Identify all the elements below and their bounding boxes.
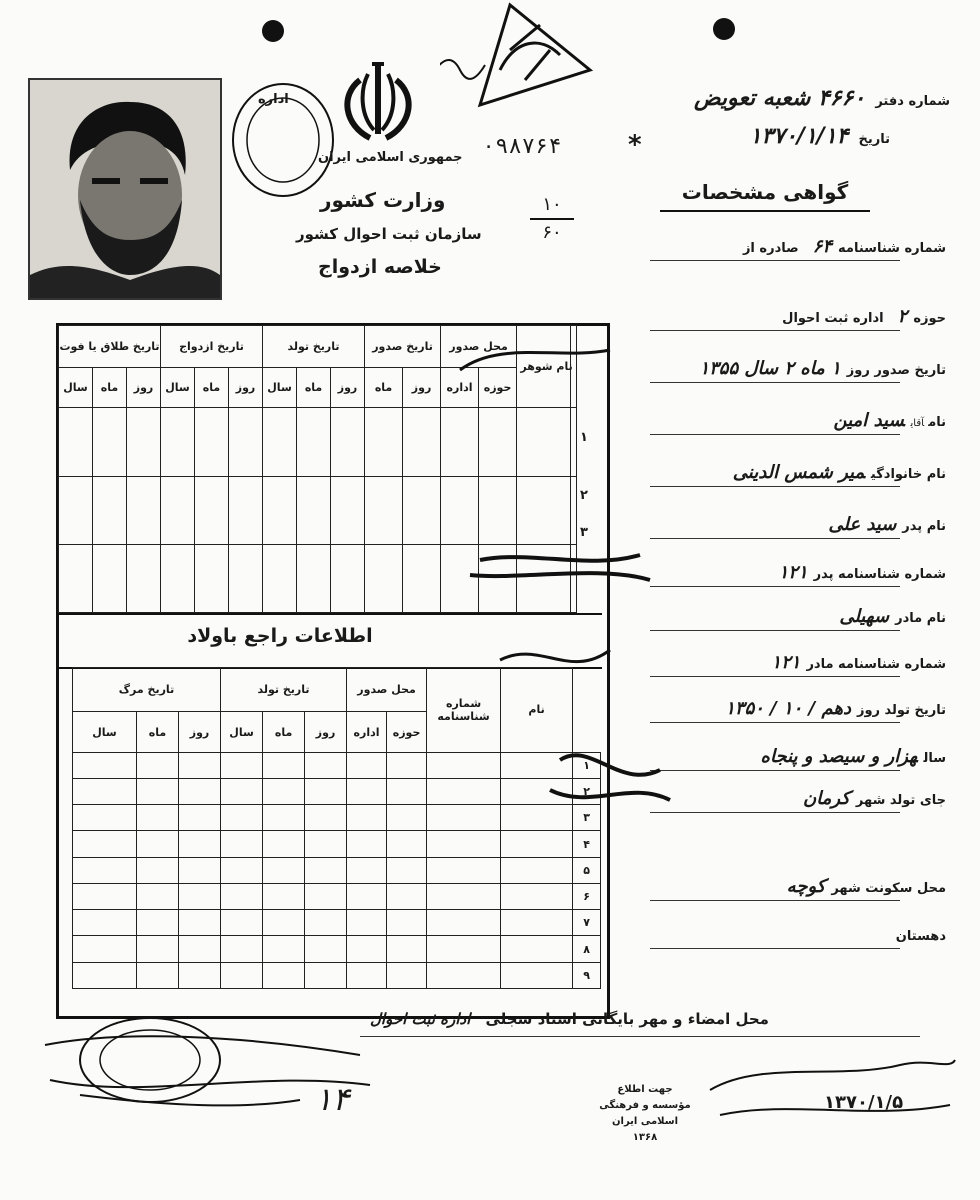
- child-row-number: ۵: [573, 857, 601, 883]
- field-value: ۶۴: [812, 236, 833, 257]
- header-child-name: نام: [501, 668, 573, 753]
- ink-scribbles: [440, 320, 680, 840]
- organization-name: سازمان ثبت احوال کشور: [296, 225, 482, 243]
- sub-district: حوزه: [479, 368, 517, 408]
- field-value: ۱ ماه ۲ سال ۱۳۵۵: [699, 358, 841, 379]
- field-label: تاریخ صدور روز: [846, 363, 946, 378]
- office-stamp-line1: جهت اطلاع: [617, 1084, 673, 1095]
- header-child-id-number: شماره شناسنامه: [427, 668, 501, 753]
- handwritten-right-date: ۱۳۷۰/۱/۵: [824, 1092, 904, 1113]
- sub-day: روز: [127, 368, 161, 408]
- field-label: دهستان: [895, 929, 946, 944]
- field-label: جای تولد شهر: [855, 793, 946, 808]
- field-value: میر شمس الدینی: [732, 462, 865, 483]
- field-suffix: صادره از: [742, 241, 799, 256]
- header-child-death-date: تاریخ مرگ: [73, 668, 221, 712]
- office-number-value: ۴۶۶۰ شعبه تعویض: [693, 86, 866, 111]
- marriage-row-number: ۳: [580, 525, 588, 540]
- asterisk-mark: *: [628, 130, 642, 160]
- certificate-field-row: [771, 652, 946, 673]
- field-underline: [650, 330, 900, 331]
- header-child-birth-date: تاریخ تولد: [221, 668, 347, 712]
- sub-month: ماه: [263, 712, 305, 752]
- handwritten-office: اداره ثبت احوال: [370, 1010, 471, 1028]
- field-value: ۱۲۱: [778, 562, 808, 583]
- field-label: سال: [923, 751, 946, 766]
- certificate-field-row: [782, 306, 946, 327]
- child-row-number: ۳: [573, 805, 601, 831]
- field-prefix: آقای: [910, 418, 925, 429]
- certificate-field-row: [803, 788, 946, 809]
- child-row-number: ۴: [573, 831, 601, 857]
- field-label: تاریخ تولد روز: [856, 703, 946, 718]
- sub-month: ماه: [93, 368, 127, 408]
- field-underline: [650, 260, 900, 261]
- header-divorce-date: تاریخ طلاق یا فوت: [59, 326, 161, 368]
- sub-year: سال: [161, 368, 195, 408]
- office-date-label: تاریخ: [858, 132, 890, 147]
- document-title: خلاصه ازدواج: [318, 256, 442, 278]
- field-value: سید امین: [833, 410, 905, 431]
- fraction-top: ۱۰: [542, 194, 562, 215]
- certificate-field-row: [839, 606, 946, 627]
- field-underline: [650, 812, 900, 813]
- fraction-bottom: ۶۰: [542, 222, 562, 243]
- iran-emblem-icon: [330, 60, 426, 146]
- signature-line-text: محل امضاء و مهر بایگانی اسناد سجلی: [485, 1010, 769, 1028]
- field-underline: [650, 722, 900, 723]
- marriage-row-number: ۱: [580, 430, 588, 445]
- sub-year: سال: [263, 368, 297, 408]
- child-row-number: ۷: [573, 910, 601, 936]
- marriage-row-number: ۲: [580, 488, 588, 503]
- children-section-title: اطلاعات راجع باولاد: [187, 625, 373, 647]
- sub-day: روز: [403, 368, 441, 408]
- certificate-field-row: [890, 924, 946, 945]
- sub-year: سال: [221, 712, 263, 752]
- office-number-row: [694, 86, 950, 111]
- certificate-field-row: [787, 876, 946, 897]
- form-fraction: [530, 194, 574, 244]
- field-value: سهیلی: [839, 606, 890, 627]
- certificate-field-row: [699, 358, 946, 379]
- field-underline: [650, 538, 900, 539]
- field-label: شماره شناسنامه مادر: [806, 657, 946, 672]
- stamp-top-text: اداره: [258, 92, 289, 107]
- punch-hole-left: [262, 20, 284, 42]
- field-underline: [650, 434, 900, 435]
- sub-day: روز: [229, 368, 263, 408]
- field-value: ۲: [897, 306, 908, 327]
- child-row-number: ۹: [573, 962, 601, 988]
- office-date-value: ۱۳۷۰/۱/۱۴: [749, 124, 849, 149]
- field-label: محل سکونت شهر: [831, 881, 946, 896]
- office-stamp-block: [580, 1082, 710, 1146]
- handwritten-number: ۱۴: [315, 1080, 350, 1118]
- field-underline: [650, 900, 900, 901]
- child-row-number: ۱: [573, 752, 601, 778]
- field-underline: [650, 630, 900, 631]
- field-underline: [650, 586, 900, 587]
- child-row-number: ۲: [573, 779, 601, 805]
- field-value: هزار و سیصد و پنجاه: [760, 746, 918, 767]
- field-suffix: اداره ثبت احوال: [782, 311, 884, 326]
- sub-month: ماه: [297, 368, 331, 408]
- portrait-photo: [28, 78, 222, 300]
- field-label: شماره شناسنامه پدر: [813, 567, 946, 582]
- portrait-image: [30, 80, 220, 298]
- sub-district: حوزه: [387, 712, 427, 752]
- header-child-issue-place: محل صدور: [347, 668, 427, 712]
- child-row-number: ۶: [573, 883, 601, 909]
- field-underline: [650, 948, 900, 949]
- certificate-title: گواهی مشخصات: [660, 180, 870, 212]
- office-stamp-line2: مؤسسه و فرهنگی اسلامی ایران: [599, 1100, 691, 1127]
- field-value: سید علی: [828, 514, 897, 535]
- certificate-field-row: [725, 698, 946, 719]
- serial-number: ۰۹۸۷۶۴: [482, 134, 562, 159]
- office-number-label: شماره دفتر: [875, 94, 950, 109]
- field-label: حوزه: [913, 311, 946, 326]
- certificate-field-row: [834, 410, 946, 431]
- office-date-row: [750, 124, 890, 149]
- header-marriage-date: تاریخ ازدواج: [161, 326, 263, 368]
- field-underline: [650, 676, 900, 677]
- sub-month: ماه: [195, 368, 229, 408]
- certificate-field-row: [733, 462, 946, 483]
- header-husband-name: نام شوهر: [517, 326, 577, 408]
- sub-office: اداره: [441, 368, 479, 408]
- field-label: نام: [928, 415, 946, 430]
- field-value: کرمان: [803, 788, 850, 809]
- field-label: شماره شناسنامه: [838, 241, 946, 256]
- certificate-field-row: [743, 236, 946, 257]
- certificate-field-row: [761, 746, 946, 767]
- field-value: دهم / ۱۰ / ۱۳۵۰: [725, 698, 851, 719]
- header-issue-date: تاریخ صدور: [365, 326, 441, 368]
- sub-year: سال: [73, 712, 137, 752]
- ministry-name: وزارت کشور: [320, 188, 446, 212]
- field-label: نام پدر: [902, 519, 946, 534]
- field-underline: [650, 486, 900, 487]
- field-underline: [650, 382, 900, 383]
- sub-office: اداره: [347, 712, 387, 752]
- field-underline: [650, 770, 900, 771]
- sub-year: سال: [59, 368, 93, 408]
- right-signature-scribble: [700, 1030, 960, 1130]
- sub-day: روز: [179, 712, 221, 752]
- field-label: نام مادر: [895, 611, 946, 626]
- header-issue-place: محل صدور: [441, 326, 517, 368]
- country-name: جمهوری اسلامی ایران: [318, 150, 463, 165]
- child-row-number: ۸: [573, 936, 601, 962]
- punch-hole-right: [713, 18, 735, 40]
- certificate-field-row: [828, 514, 946, 535]
- sub-day: روز: [305, 712, 347, 752]
- field-value: ۱۲۱: [771, 652, 801, 673]
- header-birth-date: تاریخ تولد: [263, 326, 365, 368]
- signature-line-label: [370, 1010, 769, 1028]
- field-label: نام خانوادگی: [870, 467, 946, 482]
- field-value: کوچه: [786, 876, 826, 897]
- sub-month: ماه: [365, 368, 403, 408]
- certificate-field-row: [779, 562, 946, 583]
- office-stamp-line3: ۱۳۶۸: [632, 1132, 658, 1143]
- sub-month: ماه: [137, 712, 179, 752]
- sub-day: روز: [331, 368, 365, 408]
- triangle-stamp: [440, 0, 600, 120]
